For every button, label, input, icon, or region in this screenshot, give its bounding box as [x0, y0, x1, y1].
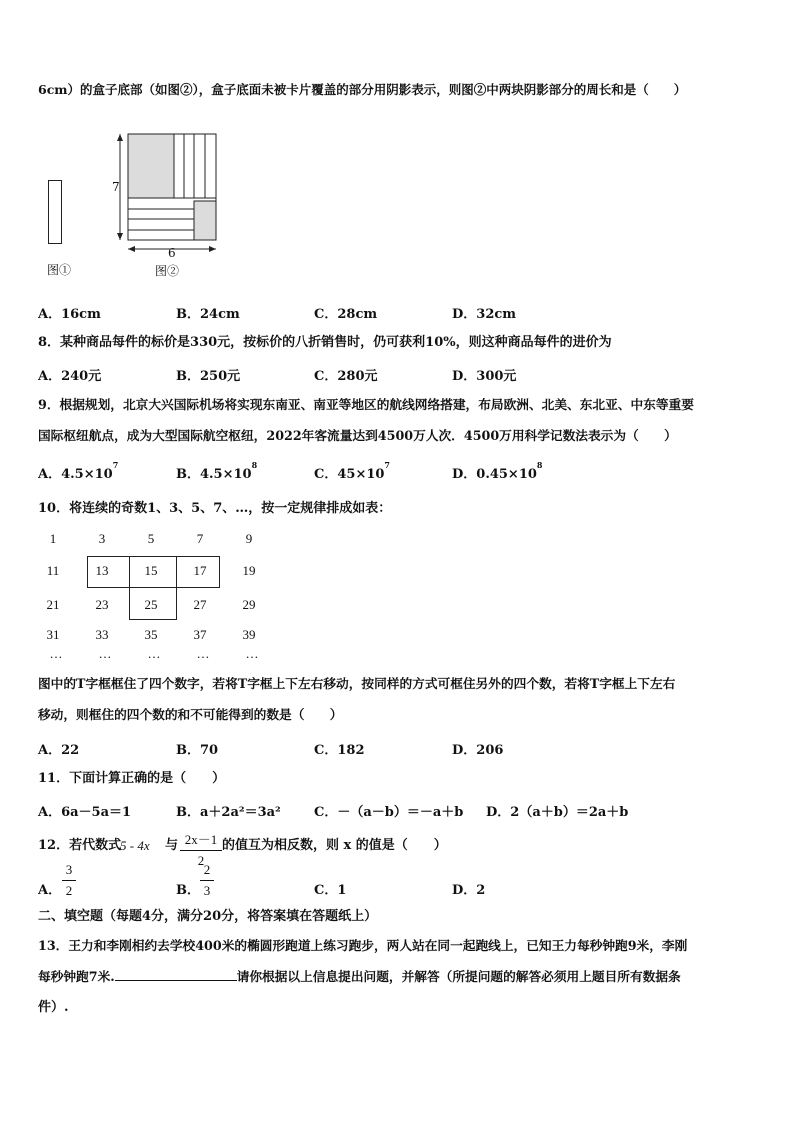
q9-option-c: C．$45\times 10^7$ [314, 460, 390, 482]
table-cell: 23 [95, 597, 109, 612]
q7-option-b: B．24cm [176, 307, 240, 322]
q12-stem-a: 12．若代数式 [38, 838, 122, 853]
section-heading: 二、填空题（每题4分，满分20分，将答案填在答题纸上） [38, 909, 378, 924]
q10-option-d: D．206 [452, 743, 504, 758]
table-cell: 15 [144, 563, 158, 578]
table-cell: 3 [98, 531, 106, 546]
fig2-width-label: 6 [168, 246, 176, 260]
t-frame-cell-13 [87, 556, 130, 588]
q12-stem-c: 的值互为相反数，则 x 的值是（ ） [222, 838, 447, 853]
q10-after-line1: 图中的T字框框住了四个数字，若将T字框上下左右移动，按同样的方式可框住另外的四个数，若将T字框上下左右 [38, 676, 676, 691]
q8-option-c: C．280元 [314, 369, 378, 384]
table-cell: … [245, 646, 259, 661]
q10-option-b: B．70 [176, 743, 219, 758]
table-cell: 37 [193, 627, 207, 642]
q10-option-c: C．182 [314, 743, 365, 758]
fig1-card [48, 180, 62, 244]
q7-option-a: A．16cm [38, 307, 101, 322]
table-cell: … [196, 646, 210, 661]
table-cell: 9 [245, 531, 253, 546]
table-cell: 21 [46, 597, 60, 612]
table-cell: 5 [147, 531, 155, 546]
t-frame-cell-17 [176, 556, 220, 588]
q10-option-a: A．22 [38, 743, 80, 758]
q13-line3: 件）. [38, 1000, 69, 1015]
q9-option-a: A．$4.5\times 10^7$ [38, 460, 119, 482]
q8-option-b: B．250元 [176, 369, 241, 384]
q11-option-b: B．a＋2a²＝3a² [176, 805, 281, 820]
fig2-diagram [100, 125, 230, 285]
table-cell: 29 [242, 597, 256, 612]
q11-option-c: C．－（a－b）＝－a＋b [314, 805, 464, 820]
q11-stem: 11．下面计算正确的是（ ） [38, 771, 226, 786]
table-cell: 31 [46, 627, 60, 642]
q12-option-b-fraction: 2 3 [200, 862, 214, 899]
fig1-label: 图① [47, 263, 72, 277]
q12-option-a-label: A． [38, 883, 62, 898]
table-cell: 27 [193, 597, 207, 612]
q7-option-c: C．28cm [314, 307, 378, 322]
q13-line2: 每秒钟跑7米. 请你根据以上信息提出问题，并解答（所提问题的解答必须用上题目所有数据条 [38, 969, 681, 984]
q9-option-b: B．$4.5\times 10^8$ [176, 460, 258, 482]
q12-frac-numerator: 2x－1 [184, 832, 218, 847]
q8-stem: 8．某种商品每件的标价是330元，按标价的八折销售时，仍可获利10%，则这种商品每件的进价为 [38, 335, 612, 350]
q8-option-a: A．240元 [38, 369, 102, 384]
q11-option-a: A．6a－5a＝1 [38, 805, 132, 820]
table-cell: 19 [242, 563, 256, 578]
q7-option-d: D．32cm [452, 307, 517, 322]
q11-option-d: D．2（a＋b）＝2a＋b [486, 805, 629, 820]
q9-option-d: D．$0.45\times 10^8$ [452, 460, 543, 482]
table-cell: 25 [144, 597, 158, 612]
q12-stem-b: 与 [165, 838, 179, 853]
q12-frac-denominator: 2 [197, 853, 205, 868]
table-cell: 33 [95, 627, 109, 642]
shaded-region-top [128, 134, 174, 198]
q10-stem: 10．将连续的奇数1、3、5、7、…，按一定规律排成如表： [38, 501, 392, 516]
table-cell: 39 [242, 627, 256, 642]
table-cell: … [49, 646, 63, 661]
q12-option-a-fraction: 3 2 [62, 862, 76, 899]
q8-option-d: D．300元 [452, 369, 517, 384]
q12-option-b-label: B． [176, 883, 200, 898]
table-cell: 7 [196, 531, 204, 546]
t-frame-cell-25 [129, 587, 177, 620]
q10-after-line2: 移动，则框住的四个数的和不可能得到的数是（ ） [38, 707, 343, 722]
table-cell: 17 [193, 563, 207, 578]
shaded-region-bottom [194, 201, 216, 240]
q13-line1: 13．王力和李刚相约去学校400米的椭圆形跑道上练习跑步，两人站在同一起跑线上，已知王力每秒钟跑9米，李刚 [38, 938, 688, 953]
q7-stem-end: 6cm）的盒子底部（如图②），盒子底面未被卡片覆盖的部分用阴影表示，则图②中两块阴影部分的周长和是（ ） [38, 82, 687, 97]
answer-blank[interactable] [115, 968, 237, 981]
table-cell: 1 [49, 531, 57, 546]
table-cell: … [147, 646, 161, 661]
table-cell: 35 [144, 627, 158, 642]
table-cell: … [98, 646, 112, 661]
q12-option-c: C．1 [314, 883, 347, 898]
table-cell: 13 [95, 563, 109, 578]
q9-stem-line1: 9．根据规划，北京大兴国际机场将实现东南亚、南亚等地区的航线网络搭建，布局欧洲、北美、东北亚、中东等重要 [38, 397, 694, 412]
t-frame-cell-15 [129, 556, 177, 588]
q12-expr: 5 - 4x [120, 838, 150, 853]
q9-stem-line2: 国际枢纽航点，成为大型国际航空枢纽，2022年客流量达到4500万人次．4500万用科学记数法表示为（ ） [38, 428, 677, 443]
q12-option-d: D．2 [452, 883, 486, 898]
table-cell: 11 [46, 563, 60, 578]
fig2-height-label: 7 [112, 180, 120, 194]
fig2-label: 图② [155, 264, 180, 278]
